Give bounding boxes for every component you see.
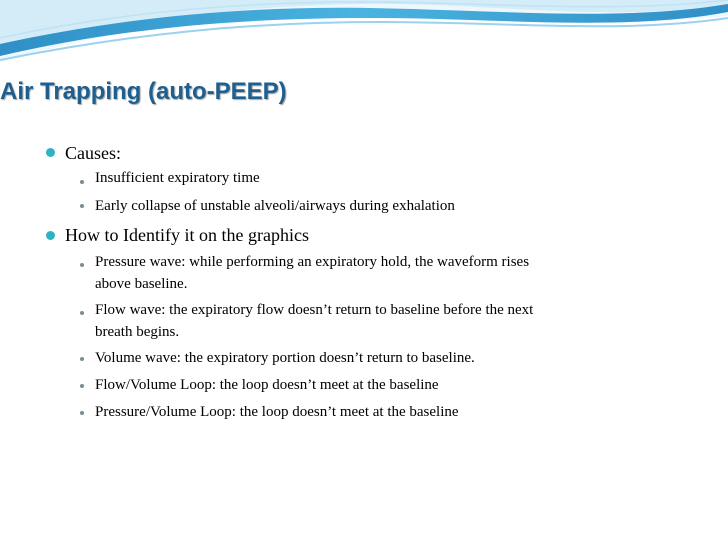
bullet-dot [46, 231, 55, 240]
sub-bullet: Pressure wave: while performing an expiratory hold, the waveform rises [95, 254, 530, 270]
sub-bullet: Flow wave: the expiratory flow doesn’t return to baseline before the next [95, 302, 534, 318]
sub-bullet: Flow/Volume Loop: the loop doesn’t meet at the baseline [95, 377, 439, 393]
sub-bullet-dot [80, 311, 84, 315]
sub-bullet-continuation: breath begins. [95, 324, 180, 340]
sub-bullet: Pressure/Volume Loop: the loop doesn’t meet at the baseline [95, 404, 459, 420]
sub-bullet-dot [80, 180, 84, 184]
header-wave-decoration [0, 0, 728, 80]
sub-bullet-dot [80, 384, 84, 388]
sub-bullet: Early collapse of unstable alveoli/airways during exhalation [95, 198, 455, 214]
sub-bullet: Volume wave: the expiratory portion doesn’t return to baseline. [95, 350, 475, 366]
sub-bullet-dot [80, 357, 84, 361]
bullet-dot [46, 148, 55, 157]
sub-bullet: Insufficient expiratory time [95, 170, 260, 186]
sub-bullet-continuation: above baseline. [95, 276, 188, 292]
bullet-identify: How to Identify it on the graphics [65, 225, 309, 245]
slide-title: Air Trapping (auto-PEEP) [0, 78, 287, 105]
sub-bullet-dot [80, 411, 84, 415]
bullet-causes: Causes: [65, 143, 121, 163]
sub-bullet-dot [80, 204, 84, 208]
sub-bullet-dot [80, 263, 84, 267]
